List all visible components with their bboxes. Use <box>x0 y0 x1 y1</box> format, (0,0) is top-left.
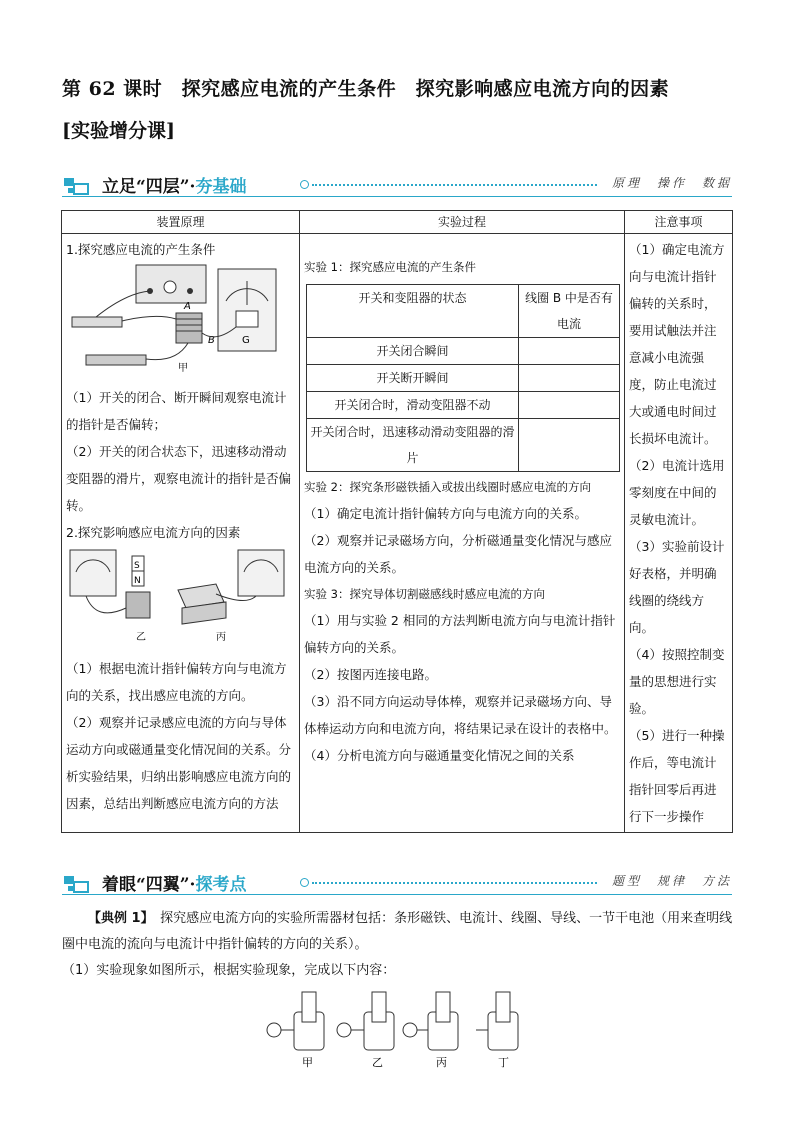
circuit-diagram-yi-bing <box>66 546 292 646</box>
section-badge-icon <box>62 874 92 894</box>
exp3-title: 实验 3：探究导体切割磁感线时感应电流的方向 <box>304 587 545 601</box>
principle-p2: （2）开关的闭合状态下，迅速移动滑动变阻器的滑片，观察电流计的指针是否偏转。 <box>66 444 292 513</box>
experiment-table <box>61 210 733 833</box>
observation-row-label: 开关闭合时，滑动变阻器不动 <box>307 392 519 419</box>
note-5: （5）进行一种操作后，等电流计指针回零后再进行下一步操作 <box>629 728 725 824</box>
observation-row-blank <box>519 392 620 419</box>
figure-bing-label: 丙 <box>216 632 226 643</box>
magnet-n-label: N <box>134 576 141 586</box>
section-badge-icon <box>62 176 92 196</box>
ring-icon <box>300 180 309 189</box>
table-row <box>307 392 620 419</box>
circuit-diagram-jia <box>66 263 292 375</box>
section-keywords: 原理 操作 数据 <box>611 176 732 190</box>
note-4: （4）按照控制变量的思想进行实验。 <box>629 647 725 716</box>
section-label: 着眼“四翼”· <box>102 875 196 895</box>
section-label: 立足“四层”· <box>102 177 196 197</box>
exp1-title: 实验 1：探究感应电流的产生条件 <box>304 260 476 274</box>
note-1: （1）确定电流方向与电流计指针偏转的关系时，要用试触法并注意减小电流强度，防止电流过大或通电时间过长损坏电流计。 <box>629 242 725 446</box>
section-underline <box>62 196 732 197</box>
section-header-foundation <box>62 170 732 200</box>
table-header-principle: 装置原理 <box>62 211 300 234</box>
fig-label: 甲 <box>302 1056 313 1069</box>
page-subtitle: [实验增分课] <box>62 120 175 142</box>
observation-row-label: 开关闭合时，迅速移动滑动变阻器的滑片 <box>307 419 519 472</box>
example-text: 探究感应电流方向的实验所需器材包括：条形磁铁、电流计、线圈、导线、一节干电池（用来查明线圈中电流的流向与电流计中指针偏转的方向的关系）。 <box>62 911 733 952</box>
exp3-p1: （1）用与实验 2 相同的方法判断电流方向与电流计指针偏转方向的关系。 <box>304 613 616 655</box>
note-3: （3）实验前设计好表格，并明确线圈的绕线方向。 <box>629 539 725 635</box>
observation-row-blank <box>519 419 620 472</box>
magnet-s-label: S <box>134 561 140 571</box>
observation-header-current: 线圈 B 中是否有电流 <box>519 285 620 338</box>
section-keywords: 题型 规律 方法 <box>611 874 732 888</box>
coil-figure-ding <box>476 992 518 1069</box>
section-underline <box>62 894 732 895</box>
observation-header-state: 开关和变阻器的状态 <box>307 285 519 338</box>
notes-cell <box>625 234 733 833</box>
fig-label: 丁 <box>498 1056 509 1069</box>
principle-item1-title: 1.探究感应电流的产生条件 <box>66 242 216 257</box>
galvanometer-label: G <box>242 335 250 346</box>
exp3-p3: （3）沿不同方向运动导体棒，观察并记录磁场方向、导体棒运动方向和电流方向，将结果记录在设计的表格中。 <box>304 694 617 736</box>
example-question-1: （1）实验现象如图所示，根据实验现象，完成以下内容： <box>62 963 396 978</box>
figure-yi-label: 乙 <box>136 632 146 643</box>
principle-p1: （1）开关的闭合、断开瞬间观察电流计的指针是否偏转； <box>66 390 287 432</box>
observation-row-blank <box>519 365 620 392</box>
coil-figure-yi <box>337 992 394 1069</box>
observation-row-blank <box>519 338 620 365</box>
note-2: （2）电流计选用零刻度在中间的灵敏电流计。 <box>629 458 725 527</box>
principle-p4: （2）观察并记录感应电流的方向与导体运动方向或磁通量变化情况间的关系。分析实验结果，归纳出影响感应电流方向的因素，总结出判断感应电流方向的方法 <box>66 715 292 811</box>
exp2-p2: （2）观察并记录磁场方向，分析磁通量变化情况与感应电流方向的关系。 <box>304 533 612 575</box>
fig-label: 乙 <box>372 1056 383 1069</box>
observation-table <box>306 284 620 472</box>
coil-figure-bing <box>403 992 458 1069</box>
exp2-title: 实验 2：探究条形磁铁插入或拔出线圈时感应电流的方向 <box>304 480 591 494</box>
table-header-process: 实验过程 <box>300 211 625 234</box>
section-label-accent: 夯基础 <box>195 177 247 197</box>
section-label-accent: 探考点 <box>195 875 247 895</box>
example-block <box>62 906 734 984</box>
exp2-p1: （1）确定电流计指针偏转方向与电流方向的关系。 <box>304 506 587 521</box>
coil-a-label: A <box>184 301 191 312</box>
page-title: 第 62 课时 探究感应电流的产生条件 探究影响感应电流方向的因素 <box>62 78 670 100</box>
observation-row-label: 开关闭合瞬间 <box>307 338 519 365</box>
observation-row-label: 开关断开瞬间 <box>307 365 519 392</box>
exp3-p4: （4）分析电流方向与磁通量变化情况之间的关系 <box>304 748 575 763</box>
table-row <box>307 338 620 365</box>
coil-figure-jia <box>267 992 324 1069</box>
dotted-divider <box>312 184 597 186</box>
figure-jia-label: 甲 <box>178 363 188 374</box>
section-header-exam <box>62 868 732 898</box>
table-row <box>307 419 620 472</box>
principle-p3: （1）根据电流计指针偏转方向与电流方向的关系，找出感应电流的方向。 <box>66 661 287 703</box>
coil-b-label: B <box>208 335 215 346</box>
process-cell <box>300 234 625 833</box>
exp3-p2: （2）按图丙连接电路。 <box>304 667 437 682</box>
dotted-divider <box>312 882 597 884</box>
example-tag: 【典例 1】 <box>88 911 148 926</box>
principle-cell <box>62 234 300 833</box>
table-header-notes: 注意事项 <box>625 211 733 234</box>
principle-item2-title: 2.探究影响感应电流方向的因素 <box>66 525 241 540</box>
table-row <box>307 365 620 392</box>
fig-label: 丙 <box>436 1056 447 1069</box>
ring-icon <box>300 878 309 887</box>
coil-figures <box>262 990 538 1070</box>
